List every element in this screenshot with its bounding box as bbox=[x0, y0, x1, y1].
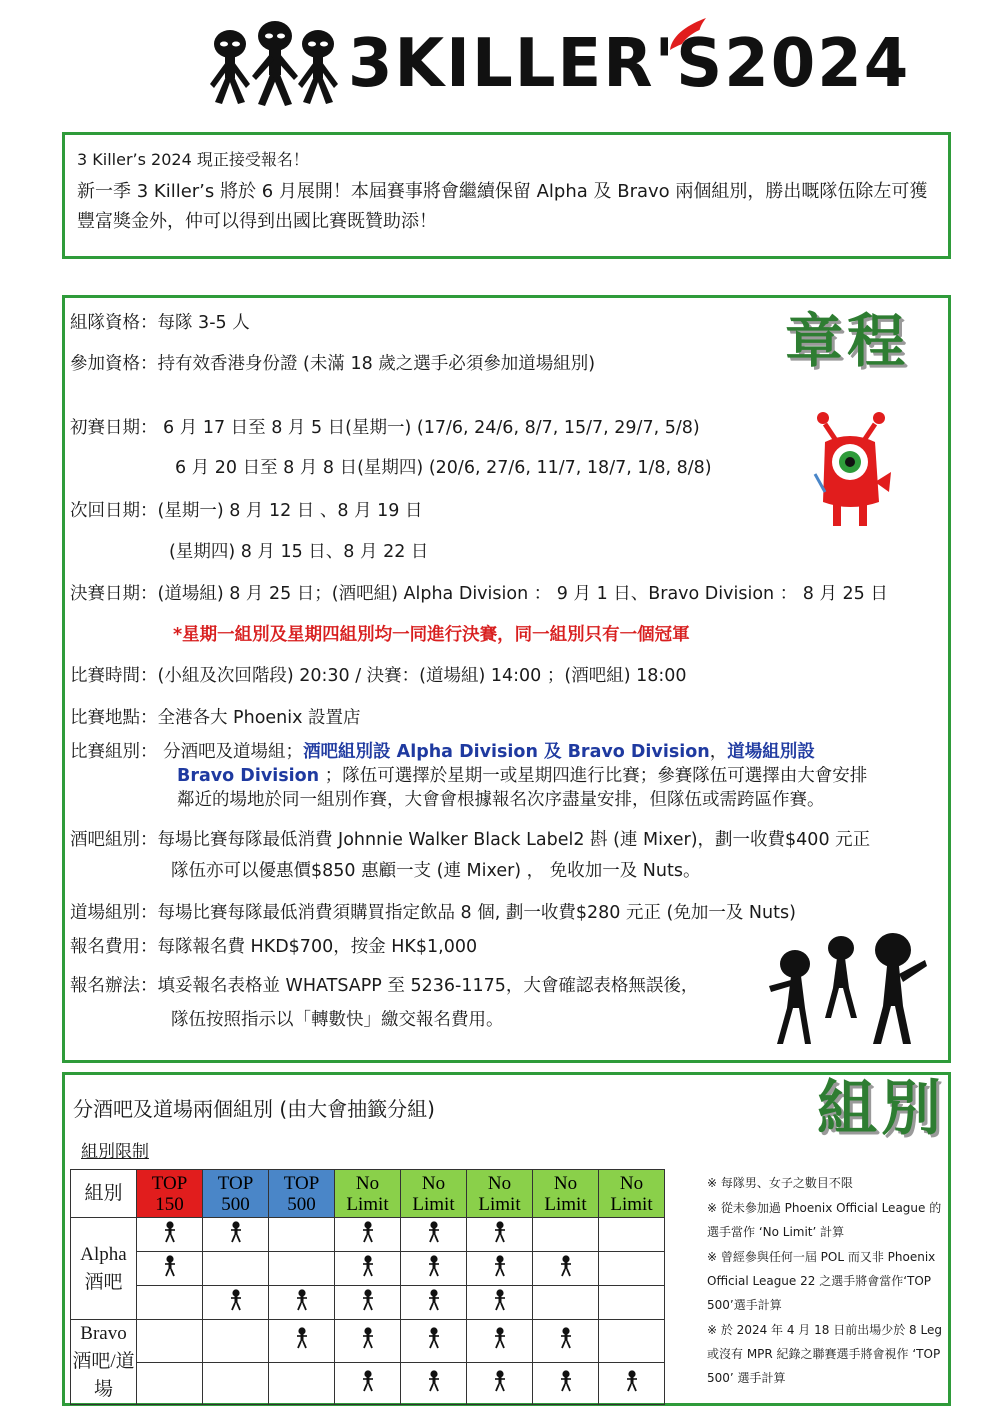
division-text-f: ；隊伍可選擇於星期一或星期四進行比賽；參賽隊伍可選擇由大會安排 bbox=[319, 766, 868, 786]
division-comma: ， bbox=[709, 742, 728, 762]
red-monster-mascot-icon bbox=[805, 402, 895, 542]
venue: 比賽地點：全港各大 Phoenix 設置店 bbox=[70, 708, 361, 728]
col-header-no-limit: No Limit bbox=[335, 1170, 401, 1218]
player-slot-icon bbox=[401, 1286, 467, 1320]
empty-slot bbox=[203, 1252, 269, 1286]
player-slot-icon bbox=[401, 1218, 467, 1252]
player-slot-icon bbox=[137, 1252, 203, 1286]
note-item: ※ 每隊男、女子之數目不限 bbox=[707, 1176, 853, 1190]
empty-slot bbox=[203, 1320, 269, 1363]
col-header-no-limit: No Limit bbox=[467, 1170, 533, 1218]
group-limits-table bbox=[70, 1169, 665, 1405]
division-label: 比賽組別： bbox=[70, 742, 158, 762]
table-header-row bbox=[71, 1170, 665, 1218]
rules-box bbox=[62, 295, 951, 1063]
player-slot-icon bbox=[467, 1362, 533, 1405]
empty-slot bbox=[599, 1286, 665, 1320]
player-slot-icon bbox=[335, 1362, 401, 1405]
rules-title: 章程 bbox=[785, 307, 910, 375]
player-slot-icon bbox=[533, 1320, 599, 1363]
second-round-thursday: (星期四) 8 月 15 日、8 月 22 日 bbox=[169, 542, 429, 562]
match-time: 比賽時間：(小組及次回階段) 20:30 / 決賽：(道場組) 14:00 ；(酒吧組) 18:00 bbox=[70, 666, 687, 686]
groups-title: 組別 bbox=[817, 1074, 945, 1144]
groups-subheading: 分酒吧及道場兩個組別 (由大會抽籤分組) bbox=[73, 1097, 435, 1121]
table-row bbox=[71, 1218, 665, 1252]
division-line-2 bbox=[177, 764, 867, 788]
player-slot-icon bbox=[335, 1218, 401, 1252]
division-bar-divisions: 酒吧組別設 Alpha Division 及 Bravo Division bbox=[303, 742, 710, 762]
registration-method: 報名辦法：填妥報名表格並 WHATSAPP 至 5236-1175，大會確認表格無誤後， bbox=[70, 976, 699, 996]
prelim-dates-monday: 初賽日期： 6 月 17 日至 8 月 5 日(星期一) (17/6, 24/6, 8/7, 15/7, 29/7, 5/8) bbox=[70, 418, 700, 438]
player-slot-icon bbox=[467, 1252, 533, 1286]
col-header-no-limit: No Limit bbox=[599, 1170, 665, 1218]
col-header-top500: TOP 500 bbox=[269, 1170, 335, 1218]
player-slot-icon bbox=[467, 1320, 533, 1363]
group-limits-label: 組別限制 bbox=[81, 1142, 149, 1162]
empty-slot bbox=[599, 1218, 665, 1252]
player-slot-icon bbox=[467, 1286, 533, 1320]
col-header-no-limit: No Limit bbox=[401, 1170, 467, 1218]
note-item: ※ 曾經參與任何一屆 POL 而又非 Phoenix Official League 22 之選手將會當作‘TOP 500’選手計算 bbox=[707, 1250, 936, 1312]
player-slot-icon bbox=[599, 1362, 665, 1405]
table-row bbox=[71, 1286, 665, 1320]
empty-slot bbox=[599, 1252, 665, 1286]
empty-slot bbox=[137, 1362, 203, 1405]
final-dates: 決賽日期：(道場組) 8 月 25 日；(酒吧組) Alpha Division ： 9 月 1 日、Bravo Division ： 8 月 25 日 bbox=[70, 584, 888, 604]
group-bravo-cell: Bravo 酒吧/道場 bbox=[71, 1320, 137, 1405]
intro-body: 新一季 3 Killer’s 將於 6 月展開！本屆賽事將會繼續保留 Alpha 及 Bravo 兩個組別，勝出嘅隊伍除左可獲豐富獎金外，仲可以得到出國比賽既贊助添！ bbox=[77, 181, 928, 232]
table-row bbox=[71, 1252, 665, 1286]
empty-slot bbox=[599, 1320, 665, 1363]
player-slot-icon bbox=[401, 1252, 467, 1286]
empty-slot bbox=[533, 1218, 599, 1252]
player-slot-icon bbox=[401, 1362, 467, 1405]
group-notes bbox=[707, 1171, 947, 1391]
empty-slot bbox=[269, 1362, 335, 1405]
intro-headline: 3 Killer’s 2024 現正接受報名！ bbox=[77, 150, 309, 169]
player-slot-icon bbox=[335, 1252, 401, 1286]
second-round-monday: 次回日期：(星期一) 8 月 12 日 、8 月 19 日 bbox=[70, 501, 423, 521]
player-slot-icon bbox=[533, 1252, 599, 1286]
eligibility: 參加資格：持有效香港身份證 (未滿 18 歲之選手必須參加道場組別) bbox=[70, 354, 596, 374]
prelim-dates-thursday: 6 月 20 日至 8 月 8 日(星期四) (20/6, 27/6, 11/7, 18/7, 1/8, 8/8) bbox=[175, 458, 712, 478]
player-slot-icon bbox=[269, 1320, 335, 1363]
registration-fee: 報名費用：每隊報名費 HKD$700，按金 HK$1,000 bbox=[70, 937, 478, 957]
division-dojo-label: 道場組別設 bbox=[727, 742, 815, 762]
player-slot-icon bbox=[269, 1286, 335, 1320]
division-dojo-bravo: Bravo Division bbox=[177, 766, 320, 786]
bar-division-offer: 隊伍亦可以優惠價$850 惠顧一支 (連 Mixer) ， 免收加一及 Nuts。 bbox=[171, 861, 701, 881]
empty-slot bbox=[533, 1286, 599, 1320]
player-slot-icon bbox=[467, 1218, 533, 1252]
player-slot-icon bbox=[401, 1320, 467, 1363]
division-info bbox=[70, 740, 940, 764]
bar-division-fee: 酒吧組別：每場比賽每隊最低消費 Johnnie Walker Black Label2 斟 (連 Mixer)，劃一收費$400 元正 bbox=[70, 830, 871, 850]
player-slot-icon bbox=[203, 1218, 269, 1252]
stick-figures-icon bbox=[765, 928, 935, 1048]
groups-box bbox=[62, 1072, 951, 1406]
player-slot-icon bbox=[533, 1362, 599, 1405]
division-line-3: 鄰近的場地於同一組別作賽，大會會根據報名次序盡量安排，但隊伍或需跨區作賽。 bbox=[177, 790, 825, 810]
player-slot-icon bbox=[335, 1286, 401, 1320]
logo-text: 3KILLER'S2024 bbox=[348, 25, 911, 103]
dojo-division-fee: 道場組別：每場比賽每隊最低消費須購買指定飲品 8 個, 劃一收費$280 元正 (免加一及 Nuts) bbox=[70, 903, 796, 923]
three-killers-logo-icon bbox=[200, 14, 350, 110]
empty-slot bbox=[269, 1252, 335, 1286]
player-slot-icon bbox=[335, 1320, 401, 1363]
final-note: *星期一組別及星期四組別均一同進行決賽，同一組別只有一個冠軍 bbox=[173, 625, 690, 645]
team-requirement: 組隊資格：每隊 3-5 人 bbox=[70, 313, 250, 333]
division-text-a: 分酒吧及道場組； bbox=[157, 742, 304, 762]
col-header-top500: TOP 500 bbox=[203, 1170, 269, 1218]
table-row bbox=[71, 1362, 665, 1405]
col-header-group: 組別 bbox=[71, 1170, 137, 1218]
empty-slot bbox=[203, 1362, 269, 1405]
table-row bbox=[71, 1320, 665, 1363]
player-slot-icon bbox=[203, 1286, 269, 1320]
empty-slot bbox=[269, 1218, 335, 1252]
registration-method-2: 隊伍按照指示以「轉數快」繳交報名費用。 bbox=[171, 1010, 504, 1030]
page-header bbox=[200, 14, 911, 110]
col-header-no-limit: No Limit bbox=[533, 1170, 599, 1218]
player-slot-icon bbox=[137, 1218, 203, 1252]
group-alpha-cell: Alpha 酒吧 bbox=[71, 1218, 137, 1320]
empty-slot bbox=[137, 1286, 203, 1320]
note-item: ※ 從未參加過 Phoenix Official League 的選手當作 ‘No Limit’ 計算 bbox=[707, 1201, 942, 1239]
note-item: ※ 於 2024 年 4 月 18 日前出場少於 8 Leg 或沒有 MPR 紀錄之聯賽選手將會視作 ‘TOP 500’ 選手計算 bbox=[707, 1323, 942, 1385]
col-header-top150: TOP 150 bbox=[137, 1170, 203, 1218]
intro-box bbox=[62, 132, 951, 259]
empty-slot bbox=[137, 1320, 203, 1363]
